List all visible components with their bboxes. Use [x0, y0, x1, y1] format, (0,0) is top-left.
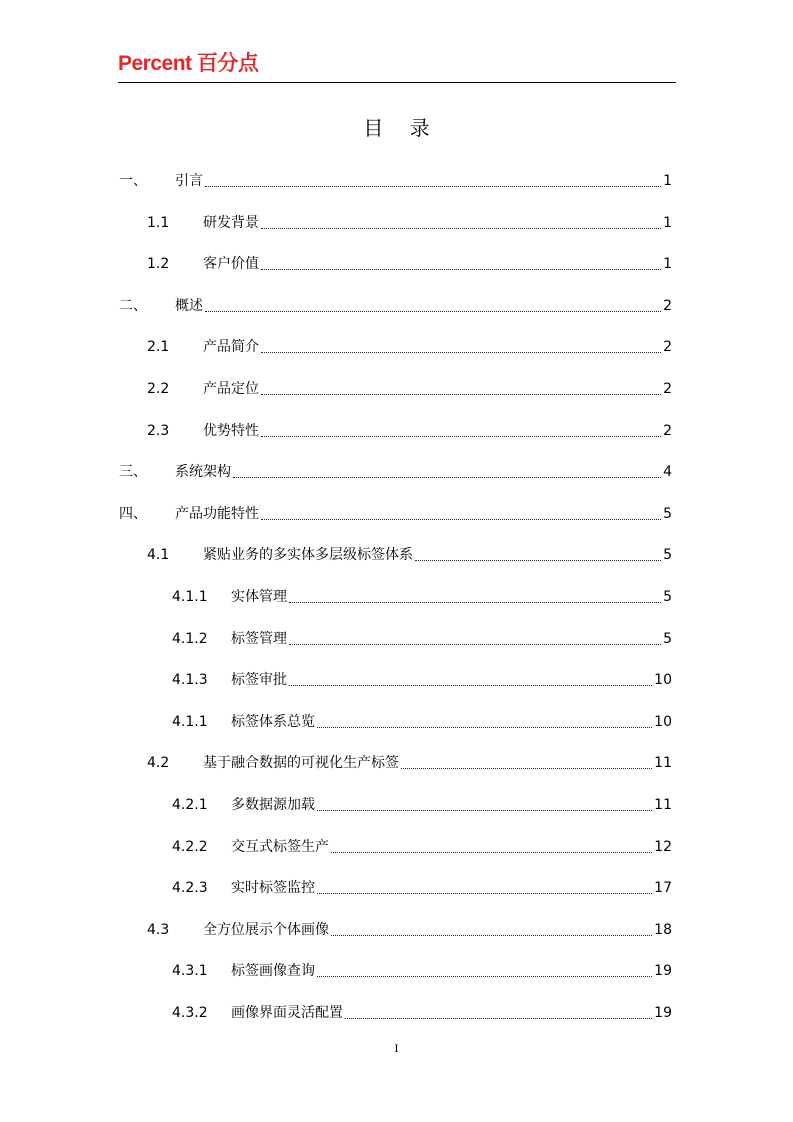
toc-leader-dots: [317, 893, 652, 894]
toc-entry-number: 1.1: [147, 215, 170, 231]
toc-entry-title[interactable]: 系统架构: [175, 464, 231, 480]
toc-entry-title[interactable]: 基于融合数据的可视化生产标签: [203, 755, 399, 771]
toc-entry-page: 2: [663, 298, 672, 314]
toc-entry-number: 4.1.1: [172, 589, 208, 605]
toc-entry-page: 1: [663, 173, 672, 189]
toc-title: 目 录: [363, 116, 440, 140]
toc-entry-number: 4.1.3: [172, 672, 208, 688]
toc-entry-page: 5: [663, 631, 672, 647]
toc-leader-dots: [289, 602, 661, 603]
toc-entry-title[interactable]: 概述: [175, 298, 203, 314]
toc-leader-dots: [261, 519, 661, 520]
toc-entry-title[interactable]: 实体管理: [231, 589, 287, 605]
toc-entry-title[interactable]: 标签画像查询: [231, 963, 315, 979]
toc-entry[interactable]: [172, 1003, 672, 1023]
toc-entry-title[interactable]: 客户价值: [203, 256, 259, 272]
toc-entry-number: 四、: [119, 506, 147, 522]
toc-entry[interactable]: [172, 587, 672, 607]
toc-entry-title[interactable]: 产品定位: [203, 381, 259, 397]
toc-entry-number: 2.2: [147, 381, 170, 397]
toc-entry-number: 2.1: [147, 339, 170, 355]
toc-leader-dots: [289, 644, 661, 645]
toc-entry-number: 4.2.2: [172, 839, 208, 855]
header-divider: [118, 82, 676, 83]
toc-entry-page: 17: [654, 880, 672, 896]
toc-entry-page: 5: [663, 506, 672, 522]
toc-entry-title[interactable]: 标签管理: [231, 631, 287, 647]
toc-entry-title[interactable]: 全方位展示个体画像: [203, 922, 329, 938]
toc-entry[interactable]: [147, 254, 672, 274]
toc-entry-page: 4: [663, 464, 672, 480]
toc-entry-number: 4.2.3: [172, 880, 208, 896]
toc-leader-dots: [205, 186, 661, 187]
toc-entry-page: 12: [654, 839, 672, 855]
toc-entry[interactable]: [147, 545, 672, 565]
toc-leader-dots: [401, 768, 652, 769]
toc-entry-title[interactable]: 实时标签监控: [231, 880, 315, 896]
toc-entry[interactable]: [119, 296, 672, 316]
toc-entry-number: 4.3.1: [172, 963, 208, 979]
toc-entry-number: 一、: [119, 173, 147, 189]
brand-logo: Percent 百分点: [118, 52, 259, 75]
toc-leader-dots: [415, 560, 661, 561]
toc-entry-title[interactable]: 画像界面灵活配置: [231, 1005, 343, 1021]
toc-leader-dots: [233, 477, 661, 478]
toc-entry-number: 4.1.1: [172, 714, 208, 730]
toc-leader-dots: [289, 685, 652, 686]
toc-entry-title[interactable]: 紧贴业务的多实体多层级标签体系: [203, 547, 413, 563]
toc-entry-title[interactable]: 多数据源加载: [231, 797, 315, 813]
toc-entry-page: 2: [663, 423, 672, 439]
toc-entry-number: 4.3: [147, 922, 170, 938]
toc-entry-page: 1: [663, 256, 672, 272]
toc-entry[interactable]: [172, 878, 672, 898]
toc-entry-page: 5: [663, 589, 672, 605]
toc-entry-page: 2: [663, 339, 672, 355]
toc-entry-number: 2.3: [147, 423, 170, 439]
toc-leader-dots: [331, 852, 652, 853]
toc-entry-title[interactable]: 优势特性: [203, 423, 259, 439]
toc-entry[interactable]: [147, 213, 672, 233]
toc-entry-number: 4.1: [147, 547, 170, 563]
toc-leader-dots: [261, 394, 661, 395]
toc-entry[interactable]: [119, 171, 672, 191]
toc-entry-page: 19: [654, 1005, 672, 1021]
toc-entry-number: 4.3.2: [172, 1005, 208, 1021]
toc-entry[interactable]: [172, 712, 672, 732]
toc-leader-dots: [261, 228, 661, 229]
toc-entry-page: 11: [654, 797, 672, 813]
toc-entry-title[interactable]: 引言: [175, 173, 203, 189]
footer-page-number: I: [394, 1041, 399, 1055]
toc-leader-dots: [261, 436, 661, 437]
toc-entry-title[interactable]: 产品简介: [203, 339, 259, 355]
toc-entry-title[interactable]: 产品功能特性: [175, 506, 259, 522]
toc-leader-dots: [261, 269, 661, 270]
toc-entry-title[interactable]: 标签体系总览: [231, 714, 315, 730]
toc-entry-number: 4.1.2: [172, 631, 208, 647]
toc-entry[interactable]: [172, 629, 672, 649]
toc-entry-page: 5: [663, 547, 672, 563]
toc-entry-title[interactable]: 标签审批: [231, 672, 287, 688]
toc-entry-number: 4.2.1: [172, 797, 208, 813]
toc-entry-number: 二、: [119, 298, 147, 314]
toc-entry-page: 18: [654, 922, 672, 938]
toc-entry-page: 10: [654, 672, 672, 688]
toc-leader-dots: [317, 976, 652, 977]
toc-entry-page: 1: [663, 215, 672, 231]
toc-entry-number: 4.2: [147, 755, 170, 771]
toc-entry[interactable]: [147, 421, 672, 441]
toc-leader-dots: [205, 311, 661, 312]
toc-entry[interactable]: [172, 670, 672, 690]
toc-entry[interactable]: [119, 462, 672, 482]
toc-entry[interactable]: [172, 961, 672, 981]
toc-entry[interactable]: [172, 795, 672, 815]
toc-entry[interactable]: [147, 337, 672, 357]
toc-leader-dots: [331, 935, 652, 936]
toc-entry-number: 三、: [119, 464, 147, 480]
toc-entry-page: 11: [654, 755, 672, 771]
toc-entry-title[interactable]: 研发背景: [203, 215, 259, 231]
toc-entry[interactable]: [172, 837, 672, 857]
toc-entry-page: 10: [654, 714, 672, 730]
toc-entry-number: 1.2: [147, 256, 170, 272]
toc-leader-dots: [317, 810, 652, 811]
toc-leader-dots: [345, 1018, 652, 1019]
toc-entry-title[interactable]: 交互式标签生产: [231, 839, 329, 855]
toc-entry-page: 19: [654, 963, 672, 979]
toc-leader-dots: [317, 727, 652, 728]
toc-entry[interactable]: [147, 753, 672, 773]
toc-entry[interactable]: [147, 920, 672, 940]
toc-leader-dots: [261, 352, 661, 353]
toc-entry[interactable]: [147, 379, 672, 399]
toc-entry[interactable]: [119, 504, 672, 524]
toc-entry-page: 2: [663, 381, 672, 397]
